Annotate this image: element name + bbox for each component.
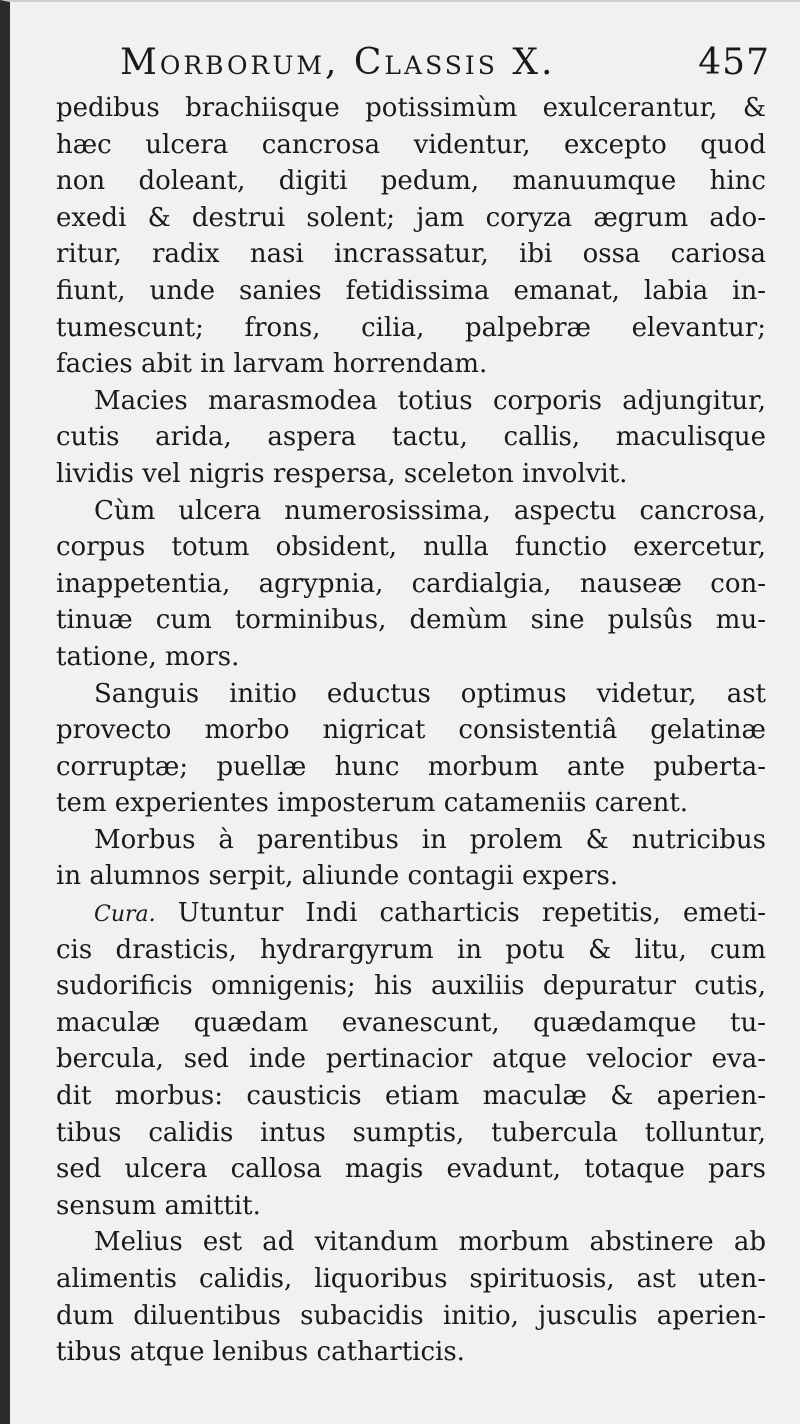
text-line: [56, 200, 766, 237]
line-text: fiunt, unde sanies fetidissima emanat, labia in-: [56, 275, 766, 306]
line-text: hæc ulcera cancrosa videntur, excepto quod: [56, 129, 766, 160]
text-line: [56, 383, 766, 420]
line-text: dum diluentibus subacidis initio, jusculis aperien-: [56, 1300, 766, 1331]
line-text: tibus calidis intus sumptis, tubercula tolluntur,: [56, 1117, 766, 1148]
text-line: [56, 310, 766, 347]
text-line: [56, 1261, 766, 1298]
line-text: ritur, radix nasi incrassatur, ibi ossa cariosa: [56, 239, 766, 270]
page-header: [110, 42, 770, 92]
text-line: [56, 1224, 766, 1261]
text-line: [56, 529, 766, 566]
line-text: non doleant, digiti pedum, manuumque hinc: [56, 166, 766, 197]
text-line: [56, 493, 766, 530]
page-number: 457: [698, 42, 770, 83]
running-head: Morborum, Classis X.: [120, 42, 556, 83]
body-text: [56, 90, 766, 1371]
line-text: tinuæ cum torminibus, demùm sine pulsûs mu-: [56, 605, 766, 636]
line-text: inappetentia, agrypnia, cardialgia, nauseæ con-: [56, 568, 766, 599]
line-text: sudorificis omnigenis; his auxiliis depuratur cutis,: [56, 971, 766, 1002]
text-line: [56, 932, 766, 969]
line-text: in alumnos serpit, aliunde contagii expers.: [56, 861, 619, 892]
text-line: [56, 1005, 766, 1042]
text-line: [56, 419, 766, 456]
text-line: [56, 163, 766, 200]
text-line: [56, 1151, 766, 1188]
line-text: Cùm ulcera numerosissima, aspectu cancrosa,: [94, 495, 766, 526]
text-line: [56, 639, 766, 676]
line-text: Utuntur Indi catharticis repetitis, emeti-: [177, 898, 766, 929]
line-text: Morbus à parentibus in prolem & nutricibus: [94, 824, 766, 855]
text-line: [56, 127, 766, 164]
text-line: [56, 236, 766, 273]
line-text: dit morbus: causticis etiam maculæ & aperien-: [56, 1081, 766, 1112]
line-text: sensum amittit.: [56, 1190, 261, 1221]
line-text: Sanguis initio eductus optimus videtur, ast: [94, 678, 766, 709]
text-line: [56, 273, 766, 310]
text-line: [56, 858, 766, 895]
line-text: facies abit in larvam horrendam.: [56, 349, 488, 380]
line-text: tumescunt; frons, cilia, palpebræ elevantur;: [56, 312, 766, 343]
text-line: [56, 822, 766, 859]
text-line: [56, 749, 766, 786]
section-lead: Cura.: [94, 902, 156, 928]
text-line: [56, 346, 766, 383]
line-text: lividis vel nigris respersa, sceleton involvit.: [56, 458, 628, 489]
text-line: [56, 1115, 766, 1152]
line-text: alimentis calidis, liquoribus spirituosis, ast uten-: [56, 1264, 766, 1294]
text-line: [56, 968, 766, 1005]
text-line: [56, 712, 766, 749]
line-text: cis drasticis, hydrargyrum in potu & litu, cum: [56, 934, 766, 965]
text-line: [56, 456, 766, 493]
line-text: maculæ quædam evanescunt, quædamque tu-: [56, 1007, 766, 1038]
line-text: Macies marasmodea totius corporis adjungitur,: [94, 385, 766, 416]
line-text: bercula, sed inde pertinacior atque velocior eva-: [56, 1044, 766, 1075]
line-text: tatione, mors.: [56, 641, 240, 672]
line-text: cutis arida, aspera tactu, callis, maculisque: [56, 422, 766, 453]
text-line: [56, 90, 766, 127]
text-line: [56, 785, 766, 822]
text-line: [56, 602, 766, 639]
line-text: tibus atque lenibus catharticis.: [56, 1337, 465, 1368]
text-line: [56, 1188, 766, 1225]
line-text: exedi & destrui solent; jam coryza ægrum ado-: [56, 202, 766, 233]
text-line: [56, 566, 766, 603]
line-text: corpus totum obsident, nulla functio exercetur,: [56, 532, 766, 563]
text-line: [56, 676, 766, 713]
line-text: Melius est ad vitandum morbum abstinere ab: [94, 1227, 766, 1258]
line-text: sed ulcera callosa magis evadunt, totaque pars: [56, 1154, 766, 1185]
text-line: [56, 1041, 766, 1078]
text-line: [56, 1078, 766, 1115]
text-line: [56, 1334, 766, 1371]
text-line: [56, 1298, 766, 1335]
text-line: [56, 895, 766, 932]
line-text: pedibus brachiisque potissimùm exulcerantur, &: [56, 93, 766, 123]
line-text: tem experientes imposterum catameniis carent.: [56, 788, 689, 819]
line-text: provecto morbo nigricat consistentiâ gelatinæ: [56, 715, 766, 746]
line-text: corruptæ; puellæ hunc morbum ante puberta-: [56, 751, 766, 782]
